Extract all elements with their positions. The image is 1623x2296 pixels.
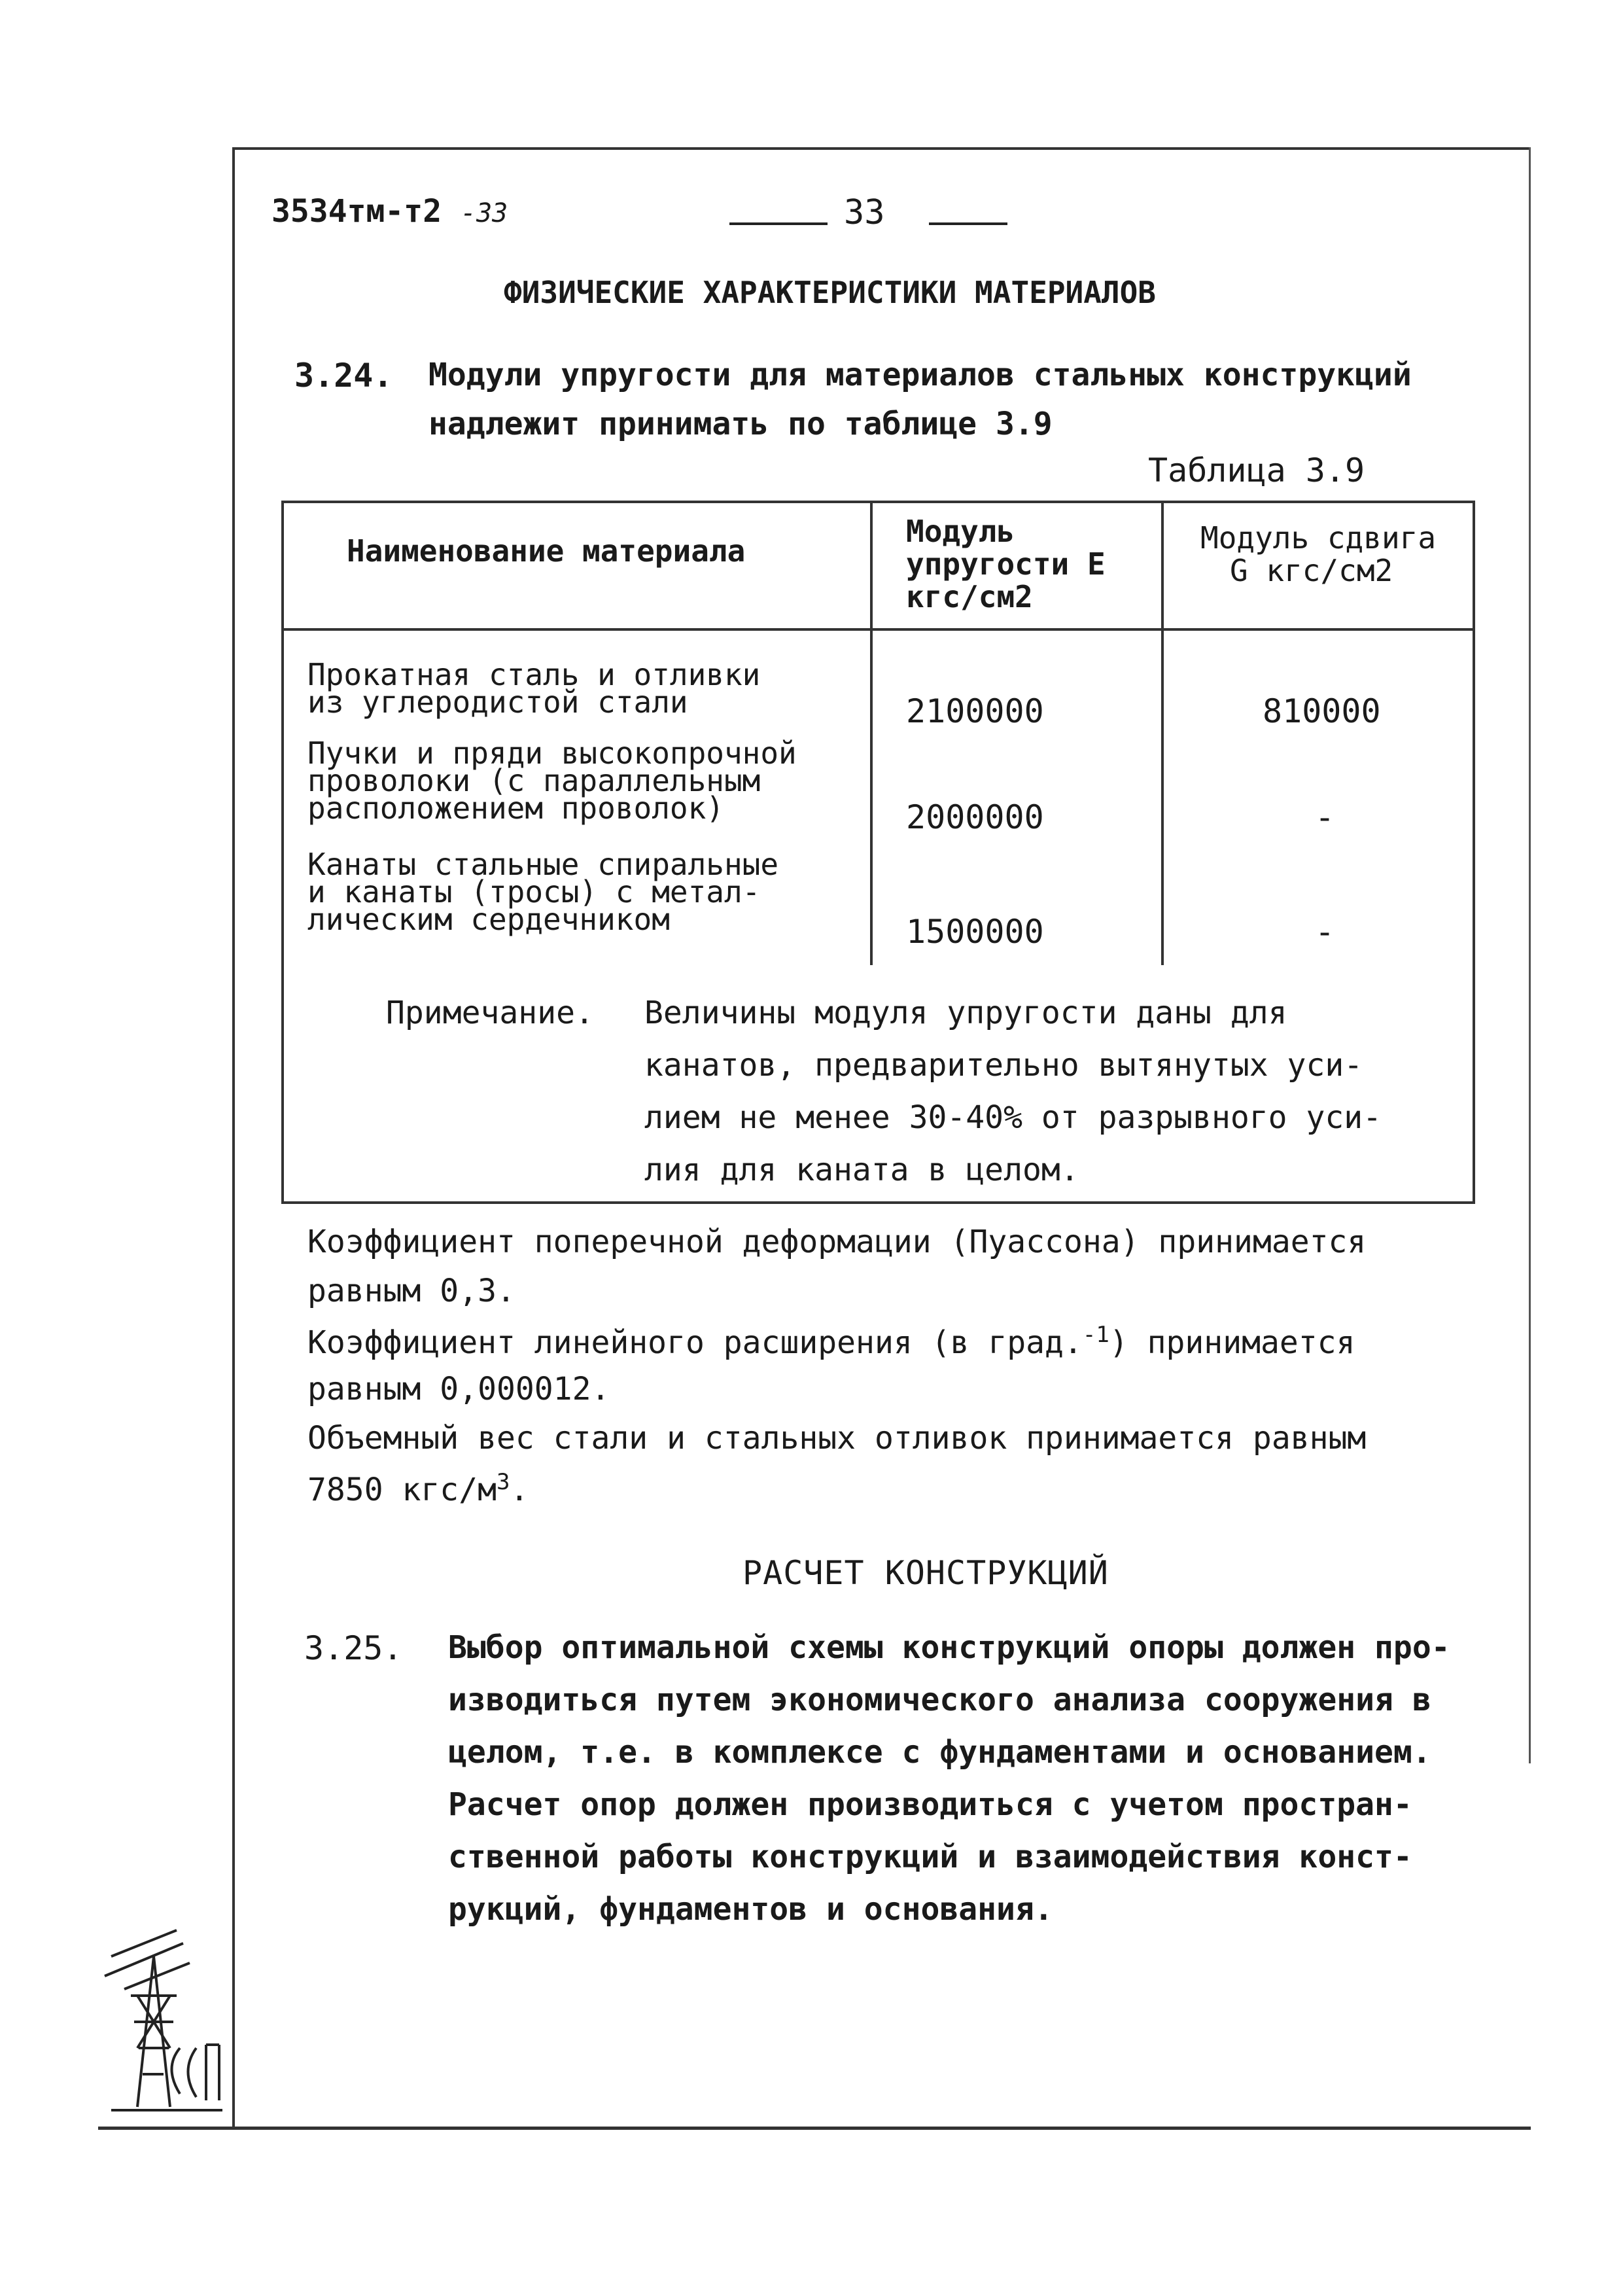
clause-3-25-line-6: рукций, фундаментов и основания.	[448, 1891, 1053, 1928]
document-code-handwritten: -33	[461, 198, 508, 228]
table-column-divider-2	[1161, 501, 1164, 965]
document-code-text: 3534тм-т2	[271, 193, 442, 230]
table-row-3-modulus-g: -	[1315, 913, 1335, 951]
table-note-line-3: лием не менее 30-40% от разрывного уси-	[644, 1099, 1382, 1136]
table-row-2-name-line-1: Пучки и пряди высокопрочной	[307, 735, 797, 771]
poisson-line-1: Коэффициент поперечной деформации (Пуассона) принимается	[307, 1224, 1367, 1260]
table-row-2-name-line-2: проволоки (с параллельным	[307, 763, 761, 798]
page-number-dash-right	[929, 222, 1007, 225]
density-line-2-tail: .	[510, 1472, 529, 1508]
table-note-line-2: канатов, предварительно вытянутых уси-	[644, 1047, 1363, 1084]
table-row-3-name-line-1: Канаты стальные спиральные	[307, 847, 779, 882]
table-row-2-modulus-g: -	[1315, 798, 1335, 836]
table-row-1-name-line-2: из углеродистой стали	[307, 684, 688, 720]
page-number: 33	[844, 193, 885, 232]
table-caption: Таблица 3.9	[1148, 451, 1365, 489]
density-line-2-text: 7850 кгс/м	[307, 1472, 497, 1508]
expansion-line-1-tail: ) принимается	[1109, 1324, 1355, 1361]
page-frame-top	[232, 147, 1529, 150]
organization-logo	[98, 1917, 229, 2113]
table-note-line-1: Величины модуля упругости даны для	[644, 995, 1287, 1031]
page-frame-right	[1529, 147, 1531, 1763]
page-frame-left	[232, 147, 235, 2127]
table-header-divider	[281, 628, 1475, 631]
table-note-line-4: лия для каната в целом.	[644, 1152, 1079, 1188]
clause-3-25-line-5: ственной работы конструкций и взаимодействия конст-	[448, 1839, 1412, 1875]
density-line-1: Объемный вес стали и стальных отливок принимается равным	[307, 1420, 1367, 1457]
table-column-divider-1	[870, 501, 873, 965]
page-number-dash-left	[729, 222, 828, 225]
clause-3-24-line-2: надлежит принимать по таблице 3.9	[428, 406, 1053, 442]
density-line-2	[307, 1469, 529, 1508]
expansion-line-1-text: Коэффициент линейного расширения (в град.	[307, 1324, 1083, 1361]
table-header-modulus-g-line-2: G кгс/см2	[1230, 553, 1393, 588]
clause-3-24-line-1: Модули упругости для материалов стальных конструкций	[428, 357, 1412, 393]
transmission-tower-icon	[98, 1917, 229, 2113]
table-header-modulus-e-line-3: кгс/см2	[906, 579, 1033, 614]
clause-3-25-line-1: Выбор оптимальной схемы конструкций опоры должен про-	[448, 1629, 1450, 1666]
document-code	[271, 193, 508, 230]
table-header-material: Наименование материала	[347, 533, 746, 569]
table-header-modulus-e-line-2: упругости Е	[906, 546, 1106, 582]
clause-number-3-25: 3.25.	[304, 1629, 403, 1667]
table-note-label: Примечание.	[386, 995, 594, 1031]
expansion-line-1	[307, 1322, 1355, 1361]
table-row-1-modulus-e: 2100000	[906, 692, 1044, 730]
table-header-modulus-e-line-1: Модуль	[906, 514, 1015, 549]
table-row-2-modulus-e: 2000000	[906, 798, 1044, 836]
section-heading-materials: ФИЗИЧЕСКИЕ ХАРАКТЕРИСТИКИ МАТЕРИАЛОВ	[504, 275, 1156, 310]
section-heading-calculation: РАСЧЕТ КОНСТРУКЦИЙ	[742, 1554, 1109, 1592]
table-row-3-name-line-2: и канаты (тросы) с метал-	[307, 874, 761, 910]
clause-3-25-line-3: целом, т.е. в комплексе с фундаментами и основанием.	[448, 1734, 1431, 1771]
table-header-modulus-g-line-1: Модуль сдвига	[1200, 520, 1437, 556]
table-row-1-name-line-1: Прокатная сталь и отливки	[307, 657, 761, 692]
clause-3-25-line-4: Расчет опор должен производиться с учетом простран-	[448, 1786, 1412, 1823]
page-frame-bottom	[98, 2127, 1531, 2130]
table-row-2-name-line-3: расположением проволок)	[307, 790, 724, 826]
expansion-exponent: -1	[1082, 1322, 1109, 1348]
poisson-line-2: равным 0,3.	[307, 1273, 515, 1309]
expansion-line-2: равным 0,000012.	[307, 1371, 610, 1407]
density-exponent: 3	[496, 1469, 510, 1495]
clause-number-3-24: 3.24.	[294, 357, 393, 395]
table-row-3-name-line-3: лическим сердечником	[307, 902, 670, 937]
table-row-1-modulus-g: 810000	[1263, 692, 1381, 730]
table-row-3-modulus-e: 1500000	[906, 913, 1044, 951]
clause-3-25-line-2: изводиться путем экономического анализа сооружения в	[448, 1682, 1431, 1718]
